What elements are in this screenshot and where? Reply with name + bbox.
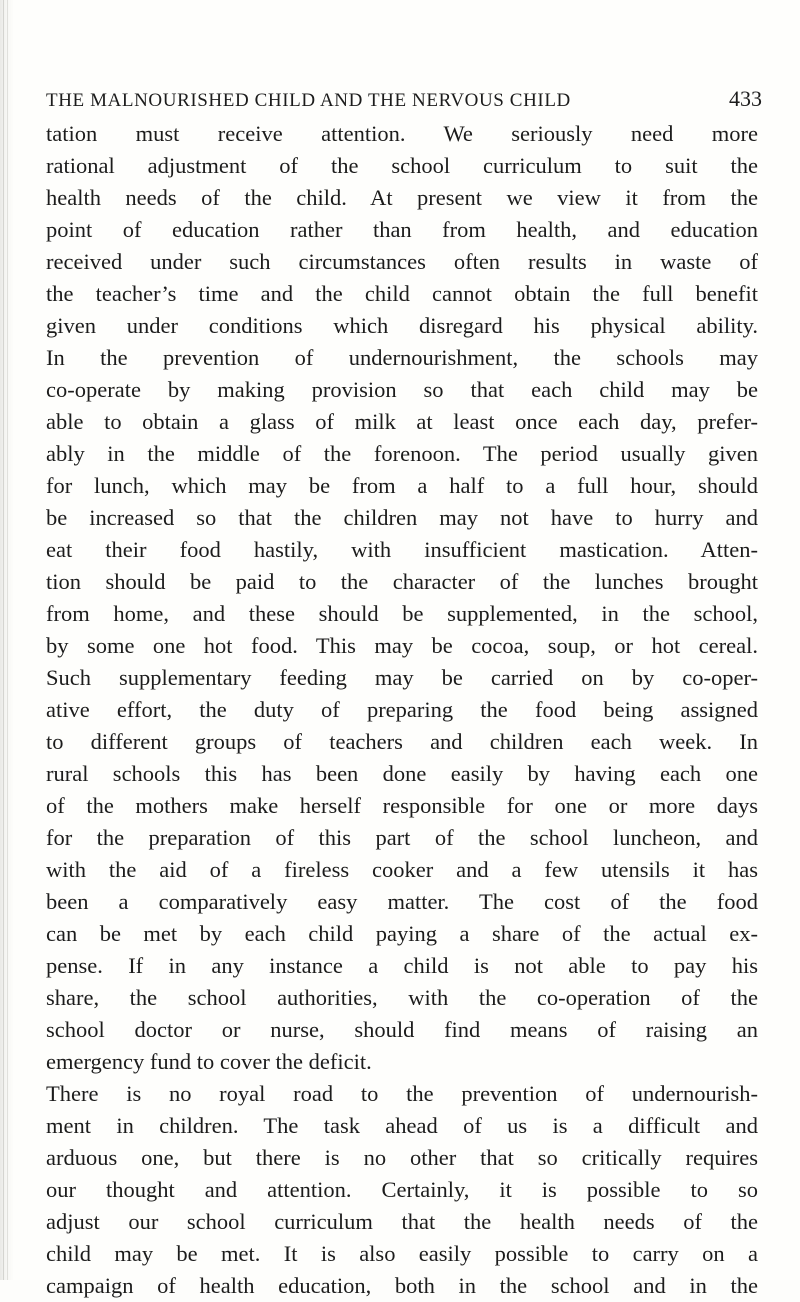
running-head: THE MALNOURISHED CHILD AND THE NERVOUS CHILD [46, 90, 571, 111]
text-line: school doctor or nurse, should find means of raising an [46, 1017, 758, 1042]
text-line: eat their food hastily, with insufficient mastication. Atten- [46, 537, 758, 562]
text-line: with the aid of a fireless cooker and a few utensils it has [46, 857, 758, 882]
text-line: rural schools this has been done easily by having each one [46, 761, 758, 786]
text-line: be increased so that the children may not have to hurry and [46, 505, 758, 530]
text-line: child may be met. It is also easily possible to carry on a [46, 1241, 758, 1266]
text-line: ative effort, the duty of preparing the food being assigned [46, 697, 758, 722]
text-line: from home, and these should be supplemented, in the school, [46, 601, 758, 626]
text-line: ably in the middle of the forenoon. The period usually given [46, 441, 758, 466]
text-line: rational adjustment of the school curriculum to suit the [46, 153, 758, 178]
text-line: arduous one, but there is no other that so critically requires [46, 1145, 758, 1170]
text-line: campaign of health education, both in the school and in the [46, 1273, 758, 1298]
text-line: to different groups of teachers and children each week. In [46, 729, 758, 754]
text-line: the teacher’s time and the child cannot obtain the full benefit [46, 281, 758, 306]
text-line: received under such circumstances often results in waste of [46, 249, 758, 274]
text-line: by some one hot food. This may be cocoa, soup, or hot cereal. [46, 633, 758, 658]
text-line: tation must receive attention. We seriously need more [46, 121, 758, 146]
text-line: health needs of the child. At present we view it from the [46, 185, 758, 210]
text-line: ment in children. The task ahead of us is a difficult and [46, 1113, 758, 1138]
text-line: of the mothers make herself responsible for one or more days [46, 793, 758, 818]
text-line: for the preparation of this part of the school luncheon, and [46, 825, 758, 850]
text-line: able to obtain a glass of milk at least once each day, prefer- [46, 409, 758, 434]
text-line: Such supplementary feeding may be carried on by co-oper- [46, 665, 758, 690]
binding-edge-line [3, 0, 4, 1280]
text-line: There is no royal road to the prevention of undernourish- [46, 1081, 758, 1106]
text-line: our thought and attention. Certainly, it is possible to so [46, 1177, 758, 1202]
text-line: pense. If in any instance a child is not able to pay his [46, 953, 758, 978]
text-line: tion should be paid to the character of the lunches brought [46, 569, 758, 594]
text-line: co-operate by making provision so that each child may be [46, 377, 758, 402]
text-line: adjust our school curriculum that the health needs of the [46, 1209, 758, 1234]
text-line: for lunch, which may be from a half to a full hour, should [46, 473, 758, 498]
binding-edge-line [7, 0, 8, 1280]
text-line: point of education rather than from health, and education [46, 217, 758, 242]
text-line: emergency fund to cover the deficit. [46, 1049, 372, 1074]
page-header [46, 86, 762, 116]
body-text [46, 118, 758, 1302]
text-line: In the prevention of undernourishment, the schools may [46, 345, 758, 370]
page-number: 433 [729, 86, 762, 111]
text-line: can be met by each child paying a share of the actual ex- [46, 921, 758, 946]
text-line: share, the school authorities, with the co-operation of the [46, 985, 758, 1010]
text-line: been a comparatively easy matter. The cost of the food [46, 889, 758, 914]
text-line: given under conditions which disregard his physical ability. [46, 313, 758, 338]
